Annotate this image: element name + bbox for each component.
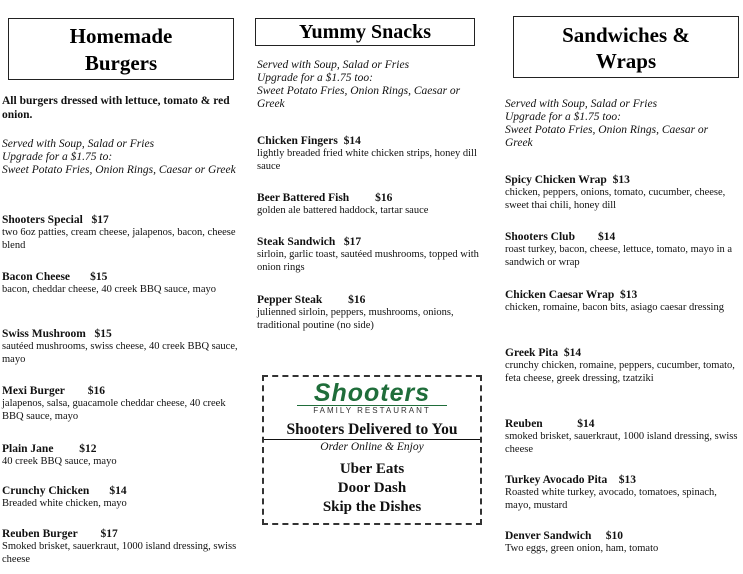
menu-item [505,346,741,385]
item-desc: Roasted white turkey, avocado, tomatoes, spinach, mayo, mustard [505,487,717,511]
burgers-sides-note [2,138,238,177]
item-name: Turkey Avocado Pita $13 [505,474,636,486]
item-name: Mexi Burger $16 [2,385,105,397]
item-name: Steak Sandwich $17 [257,236,362,248]
section-title-snacks: Yummy Snacks [255,18,475,46]
menu-item [505,473,741,512]
snacks-sides-note [257,59,485,111]
item-desc: Breaded white chicken, mayo [2,498,127,509]
item-name: Beer Battered Fish $16 [257,192,393,204]
delivery-subtitle: Order Online & Enjoy [320,441,424,453]
menu-item [2,527,242,566]
item-desc: sirloin, garlic toast, sautéed mushrooms, topped with onion rings [257,249,479,273]
item-desc: 40 creek BBQ sauce, mayo [2,456,117,467]
item-desc: lightly breaded fried white chicken strips, honey dill sauce [257,148,477,172]
item-name: Bacon Cheese $15 [2,271,108,283]
shooters-logo: Shooters [313,379,431,407]
logo-subtitle: FAMILY RESTAURANT [297,405,447,416]
delivery-promo-box [262,375,482,525]
menu-item [2,384,242,423]
item-desc: roast turkey, bacon, cheese, lettuce, tomato, mayo in a sandwich or wrap [505,244,733,268]
item-name: Reuben Burger $17 [2,528,118,540]
sides-line-2: Upgrade for a $1.75 to: [2,151,113,163]
item-desc: julienned sirloin, peppers, mushrooms, onions, traditional poutine (no side) [257,307,454,331]
item-desc: golden ale battered haddock, tartar sauce [257,205,429,216]
item-desc: Smoked brisket, sauerkraut, 1000 island dressing, swiss cheese [2,541,237,565]
sides-line-3: Sweet Potato Fries, Onion Rings, Caesar or Greek [505,124,709,149]
menu-item [2,442,242,469]
service-door-dash: Door Dash [337,480,407,496]
section-title-sandwiches: Sandwiches & Wraps [513,16,739,78]
sides-line-3: Sweet Potato Fries, Onion Rings, Caesar or Greek [257,85,461,110]
menu-item [257,293,489,332]
menu-item [257,235,489,274]
menu-item [505,529,741,556]
item-name: Denver Sandwich $10 [505,530,623,542]
sides-line-2: Upgrade for a $1.75 too: [257,72,373,84]
item-name: Swiss Mushroom $15 [2,328,112,340]
service-uber-eats: Uber Eats [339,461,405,477]
service-skip-the-dishes: Skip the Dishes [322,499,422,515]
sandwiches-sides-note [505,98,737,150]
item-name: Greek Pita $14 [505,347,582,359]
menu-item [2,213,242,252]
section-title-burgers: Homemade Burgers [8,18,234,80]
menu-item [2,270,242,297]
item-name: Plain Jane $12 [2,443,97,455]
burgers-intro: All burgers dressed with lettuce, tomato & red onion. [2,95,230,121]
item-name: Shooters Club $14 [505,231,616,243]
sides-line-2: Upgrade for a $1.75 too: [505,111,621,123]
menu-item [257,191,489,218]
item-desc: crunchy chicken, romaine, peppers, cucumber, tomato, feta cheese, greek dressing, tzatziki [505,360,735,384]
item-name: Spicy Chicken Wrap $13 [505,174,630,186]
item-name: Crunchy Chicken $14 [2,485,127,497]
menu-item [505,230,741,269]
item-name: Shooters Special $17 [2,214,109,226]
menu-item [505,173,741,212]
sides-line-1: Served with Soup, Salad or Fries [257,59,410,71]
sides-line-1: Served with Soup, Salad or Fries [2,138,155,150]
sides-line-1: Served with Soup, Salad or Fries [505,98,658,110]
item-desc: chicken, peppers, onions, tomato, cucumber, cheese, sweet thai chili, honey dill [505,187,726,211]
item-desc: jalapenos, salsa, guacamole cheddar cheese, 40 creek BBQ sauce, mayo [2,398,226,422]
item-desc: chicken, romaine, bacon bits, asiago caesar dressing [505,302,724,313]
item-name: Chicken Fingers $14 [257,135,361,147]
menu-item [505,288,741,315]
item-name: Pepper Steak $16 [257,294,366,306]
sides-line-3: Sweet Potato Fries, Onion Rings, Caesar or Greek [2,164,236,176]
item-desc: bacon, cheddar cheese, 40 creek BBQ sauce, mayo [2,284,216,295]
item-name: Chicken Caesar Wrap $13 [505,289,638,301]
item-desc: smoked brisket, sauerkraut, 1000 island dressing, swiss cheese [505,431,738,455]
item-desc: sautéed mushrooms, swiss cheese, 40 creek BBQ sauce, mayo [2,341,238,365]
delivery-title: Shooters Delivered to You [286,421,458,438]
item-name: Reuben $14 [505,418,595,430]
item-desc: two 6oz patties, cream cheese, jalapenos, bacon, cheese blend [2,227,236,251]
menu-item [505,417,741,456]
item-desc: Two eggs, green onion, ham, tomato [505,543,659,554]
menu-item [2,484,242,511]
menu-item [257,134,489,173]
menu-item [2,327,242,366]
